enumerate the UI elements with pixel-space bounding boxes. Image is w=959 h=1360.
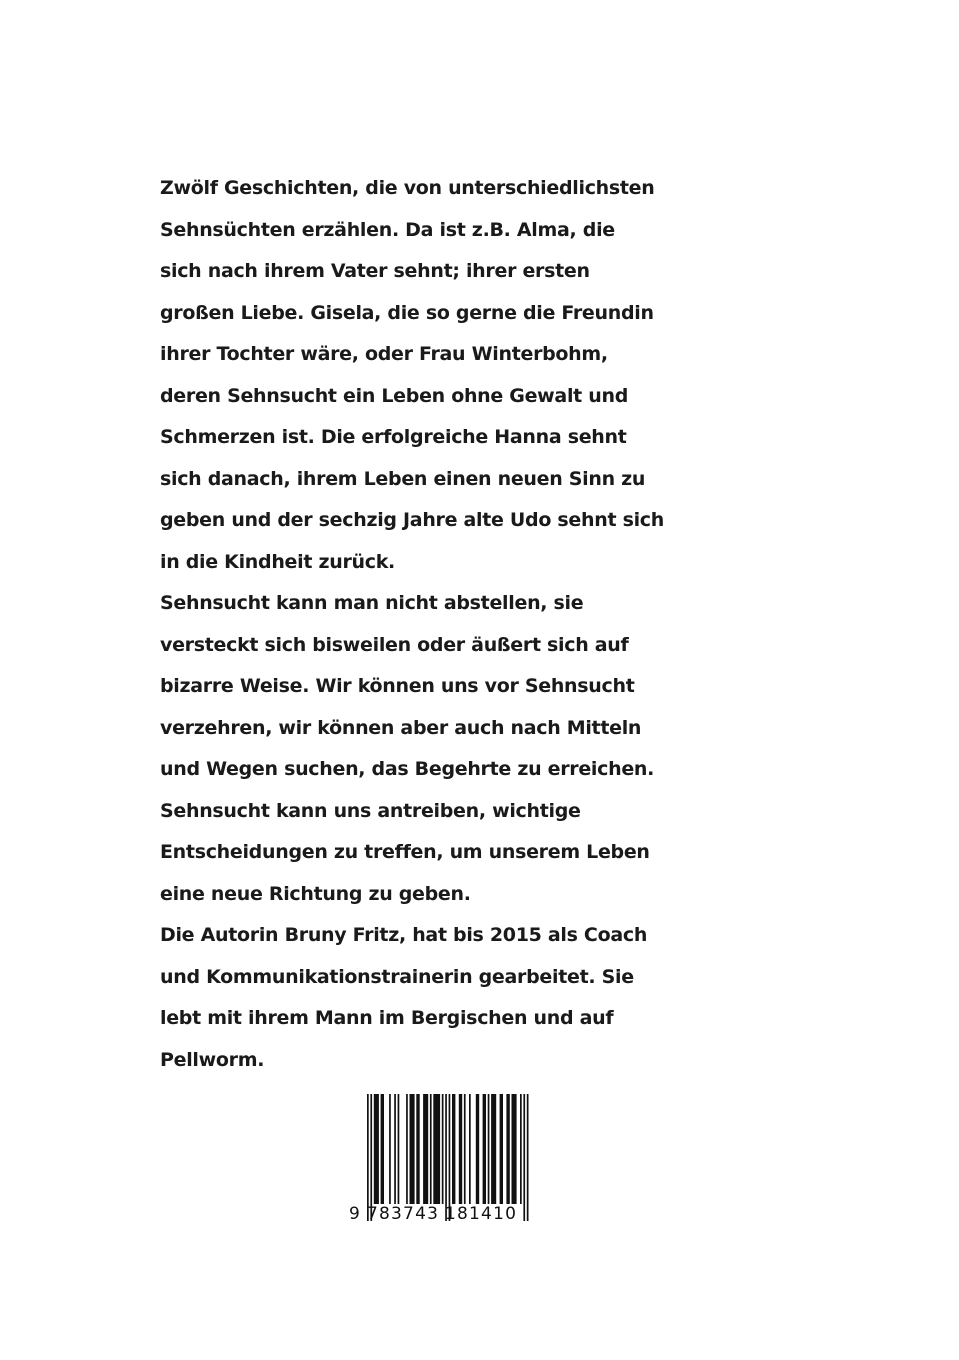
blurb-line: geben und der sechzig Jahre alte Udo sehnt sich <box>160 509 664 531</box>
blurb-line: sich nach ihrem Vater sehnt; ihrer ersten <box>160 260 590 282</box>
blurb-line: Zwölf Geschichten, die von unterschiedlichsten <box>160 177 655 199</box>
blurb-line: Sehnsüchten erzählen. Da ist z.B. Alma, die <box>160 218 615 241</box>
isbn-digit-group-left: 783743 <box>367 1204 440 1224</box>
barcode-bar <box>445 1094 447 1221</box>
barcode-bar <box>374 1094 379 1204</box>
blurb-line: in die Kindheit zurück. <box>160 550 395 573</box>
barcode-bar <box>406 1094 408 1204</box>
barcode-bar <box>520 1094 522 1204</box>
blurb-line: lebt mit ihrem Mann im Bergischen und auf <box>160 1007 614 1029</box>
blurb-line: eine neue Richtung zu geben. <box>160 882 471 905</box>
blurb-line: großen Liebe. Gisela, die so gerne die Freundin <box>160 301 654 324</box>
barcode-bar <box>433 1094 440 1204</box>
barcode-bar <box>410 1094 415 1204</box>
blurb-line: und Wegen suchen, das Begehrte zu erreichen. <box>160 758 655 780</box>
blurb-line: deren Sehnsucht ein Leben ohne Gewalt und <box>160 384 629 407</box>
barcode-bar <box>476 1094 479 1204</box>
blurb-line: ihrer Tochter wäre, oder Frau Winterbohm, <box>160 343 608 365</box>
barcode-bar <box>442 1094 444 1204</box>
barcode-bar <box>469 1094 471 1204</box>
blurb-line: und Kommunikationstrainerin gearbeitet. Sie <box>160 965 634 988</box>
barcode-bar <box>398 1094 400 1204</box>
barcode-bar <box>449 1094 451 1221</box>
barcode-bar <box>381 1094 384 1204</box>
barcode-bar <box>452 1094 455 1204</box>
barcode-bar <box>464 1094 466 1204</box>
barcode-bar <box>370 1094 372 1221</box>
isbn-lead-digit: 9 <box>349 1204 360 1224</box>
blurb-line: Schmerzen ist. Die erfolgreiche Hanna sehnt <box>160 426 627 448</box>
barcode-bar <box>488 1094 490 1204</box>
barcode-bar <box>523 1094 525 1221</box>
barcode-bar <box>423 1094 428 1204</box>
blurb-line: sich danach, ihrem Leben einen neuen Sinn zu <box>160 467 646 490</box>
isbn-barcode <box>349 1092 531 1232</box>
blurb-line: Sehnsucht kann uns antreiben, wichtige <box>160 799 581 822</box>
blurb-line: verzehren, wir können aber auch nach Mitteln <box>160 716 642 739</box>
barcode-bar <box>512 1094 517 1204</box>
blurb-line: Entscheidungen zu treffen, um unserem Leben <box>160 841 650 863</box>
back-cover-blurb <box>160 168 664 1081</box>
barcode-bar <box>506 1094 509 1204</box>
barcode-bar <box>367 1094 369 1221</box>
blurb-line: bizarre Weise. Wir können uns vor Sehnsucht <box>160 675 635 697</box>
isbn-digit-group-right: 181410 <box>445 1204 518 1224</box>
barcode-bar <box>483 1094 486 1204</box>
blurb-line: versteckt sich bisweilen oder äußert sich auf <box>160 633 629 656</box>
isbn-number <box>349 1204 531 1224</box>
blurb-line: Pellworm. <box>160 1048 265 1071</box>
barcode-bar <box>389 1094 391 1204</box>
barcode-bar <box>394 1094 396 1204</box>
barcode-bar <box>491 1094 496 1204</box>
barcode-bar <box>430 1094 432 1204</box>
barcode-bar <box>416 1094 419 1204</box>
barcode-bar <box>500 1094 503 1204</box>
barcode-bar <box>459 1094 462 1204</box>
blurb-line: Die Autorin Bruny Fritz, hat bis 2015 als Coach <box>160 924 648 946</box>
barcode-bar <box>527 1094 529 1221</box>
blurb-line: Sehnsucht kann man nicht abstellen, sie <box>160 592 584 614</box>
